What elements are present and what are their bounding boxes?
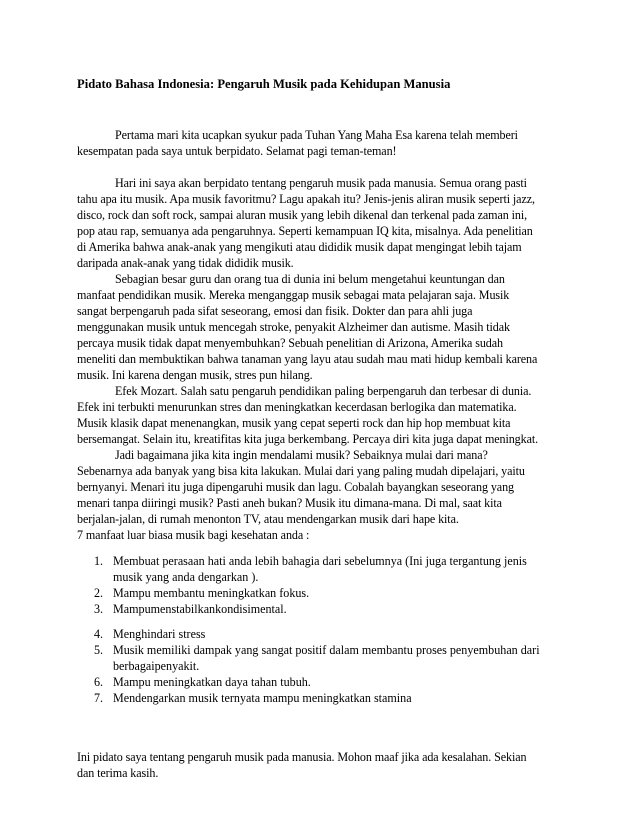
paragraph-line: Jadi bagaimana jika kita ingin mendalami musik? Sebaiknya mulai dari mana? bbox=[115, 448, 488, 462]
paragraph-line: disco, rock dan soft rock, sampai aluran musik yang lebih dikenal dan terkenal pada zaman ini, bbox=[77, 208, 528, 222]
paragraph-line: meneliti dan membuktikan bahwa tanaman yang layu atau sudah mau mati hidup kembali karena bbox=[77, 352, 538, 366]
list-item-continuation: musik yang anda dengarkan ). bbox=[113, 570, 259, 584]
list-number: 7. bbox=[94, 691, 104, 705]
document-title: Pidato Bahasa Indonesia: Pengaruh Musik pada Kehidupan Manusia bbox=[77, 77, 451, 91]
paragraph-line: Musik klasik dapat menenangkan, musik yang cepat seperti rock dan hip hop membuat kita bbox=[77, 416, 511, 430]
paragraph-line: manfaat pendidikan musik. Mereka menganggap musik sebagai mata pelajaran saja. Musik bbox=[77, 288, 510, 302]
paragraph-line: Efek ini terbukti menurunkan stres dan meningkatkan kecerdasan berlogika dan matematika. bbox=[77, 400, 517, 414]
list-item bbox=[94, 690, 412, 706]
paragraph-line: percaya musik tidak dapat menyembuhkan? Sebuah penelitian di Arizona, Amerika sudah bbox=[77, 336, 503, 350]
paragraph-line: bernyanyi. Menari itu juga dipengaruhi musik dan lagu. Cobalah bayangkan seseorang yang bbox=[77, 480, 514, 494]
list-number: 5. bbox=[94, 643, 104, 657]
paragraph-line: kesempatan pada saya untuk berpidato. Selamat pagi teman-teman! bbox=[77, 144, 397, 158]
list-item bbox=[94, 553, 527, 569]
list-item bbox=[94, 585, 309, 601]
paragraph-line: Efek Mozart. Salah satu pengaruh pendidikan paling berpengaruh dan terbesar di dunia. bbox=[115, 384, 532, 398]
paragraph-line: di Amerika bahwa anak-anak yang mengikuti atau dididik musik dapat mengingat lebih tajam bbox=[77, 240, 522, 254]
list-text: Mampu membantu meningkatkan fokus. bbox=[113, 586, 310, 600]
paragraph-line: tahu apa itu musik. Apa musik favoritmu? Lagu apakah itu? Jenis-jenis aliran musik seperti jazz, bbox=[77, 192, 535, 206]
list-intro: 7 manfaat luar biasa musik bagi kesehatan anda : bbox=[77, 528, 310, 542]
list-number: 3. bbox=[94, 602, 104, 616]
paragraph-line: sangat berpengaruh pada sifat seseorang, emosi dan fisik. Dokter dan para ahli juga bbox=[77, 304, 473, 318]
list-text: Menghindari stress bbox=[113, 627, 206, 641]
paragraph-line: Sebagian besar guru dan orang tua di dunia ini belum mengetahui keuntungan dan bbox=[115, 272, 505, 286]
paragraph-line: Hari ini saya akan berpidato tentang pengaruh musik pada manusia. Semua orang pasti bbox=[115, 176, 527, 190]
paragraph-line: pop atau rap, semuanya ada pengaruhnya. Seperti kemampuan IQ kita, misalnya. Ada penelitian bbox=[77, 224, 533, 238]
list-item-continuation: berbagaipenyakit. bbox=[113, 659, 200, 673]
list-number: 4. bbox=[94, 627, 104, 641]
paragraph-line: musik. Ini karena dengan musik, stres pun hilang. bbox=[77, 368, 313, 382]
list-number: 6. bbox=[94, 675, 104, 689]
list-item bbox=[94, 642, 540, 658]
paragraph-line: berjalan-jalan, di rumah menonton TV, atau mendengarkan musik dari hape kita. bbox=[77, 512, 459, 526]
paragraph-line: daripada anak-anak yang tidak dididik musik. bbox=[77, 256, 294, 270]
closing-line: Ini pidato saya tentang pengaruh musik pada manusia. Mohon maaf jika ada kesalahan. Sekian bbox=[77, 750, 527, 764]
closing-line: dan terima kasih. bbox=[77, 766, 159, 780]
paragraph-line: Pertama mari kita ucapkan syukur pada Tuhan Yang Maha Esa karena telah memberi bbox=[115, 128, 518, 142]
list-number: 1. bbox=[94, 554, 104, 568]
list-text: Membuat perasaan hati anda lebih bahagia dari sebelumnya (Ini juga tergantung jenis bbox=[113, 554, 527, 568]
list-text: Mampumenstabilkankondisimental. bbox=[113, 602, 287, 616]
paragraph-line: Sebenarnya ada banyak yang bisa kita lakukan. Mulai dari yang paling mudah dipelajari, yaitu bbox=[77, 464, 525, 478]
paragraph-line: bersemangat. Selain itu, kreatifitas kita juga berkembang. Percaya diri kita juga dapat meningkat. bbox=[77, 432, 539, 446]
list-item bbox=[94, 601, 287, 617]
list-text: Mampu meningkatkan daya tahan tubuh. bbox=[113, 675, 311, 689]
list-item bbox=[94, 674, 311, 690]
list-text: Musik memiliki dampak yang sangat positif dalam membantu proses penyembuhan dari bbox=[113, 643, 540, 657]
paragraph-line: menari tanpa diiringi musik? Pasti aneh bukan? Musik itu dimana-mana. Di mal, saat kita bbox=[77, 496, 502, 510]
paragraph-line: menggunakan musik untuk mencegah stroke, penyakit Alzheimer dan autisme. Masih tidak bbox=[77, 320, 510, 334]
list-number: 2. bbox=[94, 586, 104, 600]
list-text: Mendengarkan musik ternyata mampu meningkatkan stamina bbox=[113, 691, 412, 705]
list-item bbox=[94, 626, 205, 642]
